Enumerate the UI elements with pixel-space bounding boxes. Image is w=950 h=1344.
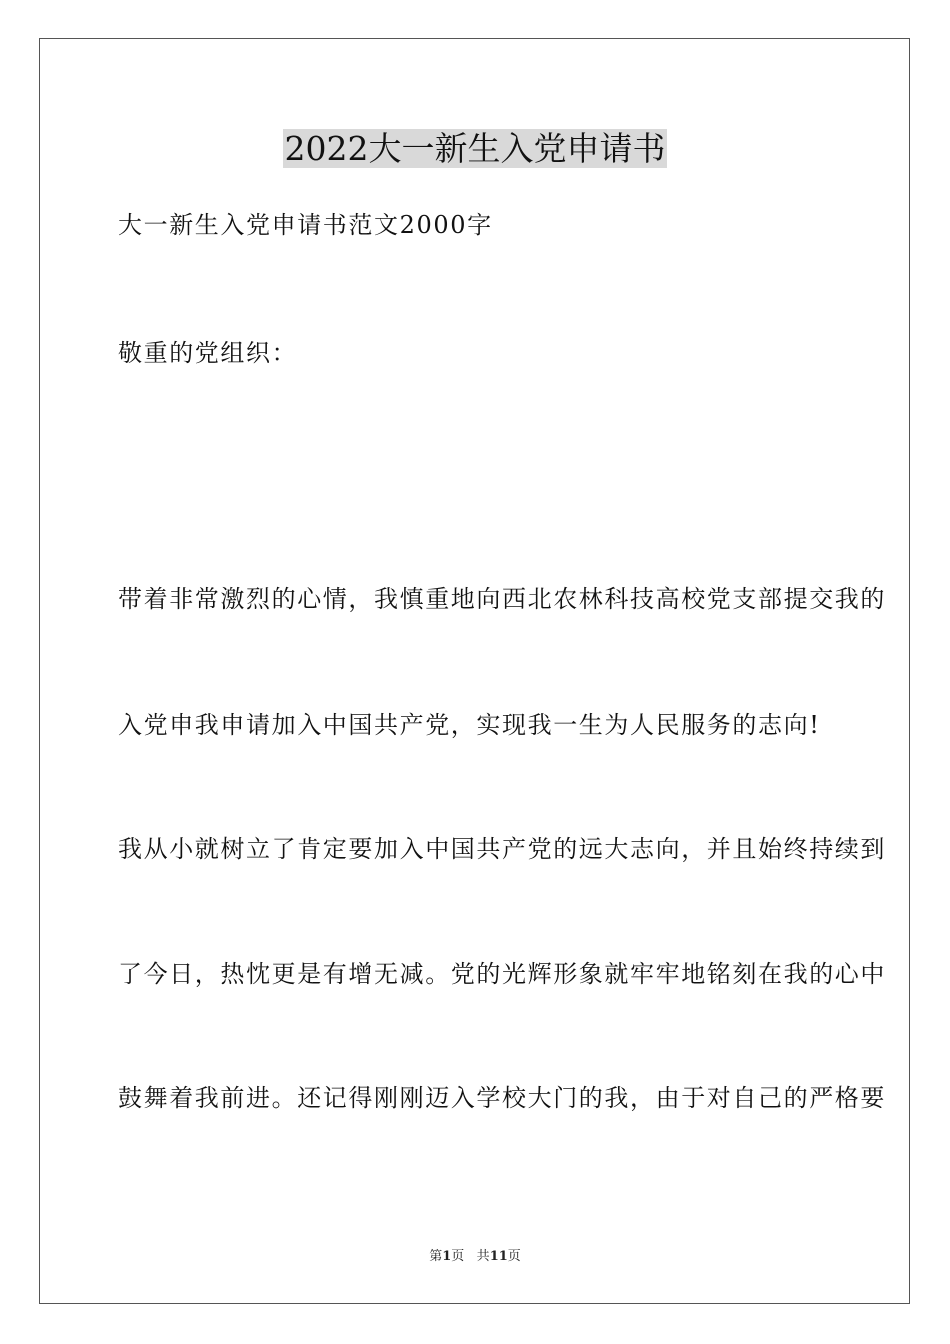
page-footer — [0, 1248, 950, 1266]
document-title — [0, 127, 950, 171]
paragraph-line: 了今日，热忱更是有增无减。党的光辉形象就牢牢地铭刻在我的心中 — [118, 960, 886, 988]
paragraph-line: 我从小就树立了肯定要加入中国共产党的远大志向，并且始终持续到 — [118, 835, 886, 863]
document-subtitle: 大一新生入党申请书范文2000字 — [118, 211, 493, 239]
footer-page-number: 1 — [442, 1249, 452, 1264]
paragraph-line: 入党申我申请加入中国共产党，实现我一生为人民服务的志向! — [118, 711, 821, 739]
footer-total-prefix: 共 — [476, 1249, 490, 1264]
document-title-text: 2022大一新生入党申请书 — [284, 129, 666, 168]
salutation: 敬重的党组织： — [118, 339, 298, 367]
footer-total-pages: 11 — [489, 1249, 508, 1264]
paragraph-line: 鼓舞着我前进。还记得刚刚迈入学校大门的我，由于对自己的严格要 — [118, 1084, 886, 1112]
footer-page-suffix: 页 — [451, 1249, 465, 1264]
footer-total-suffix: 页 — [507, 1249, 521, 1264]
footer-prefix: 第 — [429, 1249, 443, 1264]
paragraph-line: 带着非常激烈的心情，我慎重地向西北农林科技高校党支部提交我的 — [118, 585, 886, 613]
